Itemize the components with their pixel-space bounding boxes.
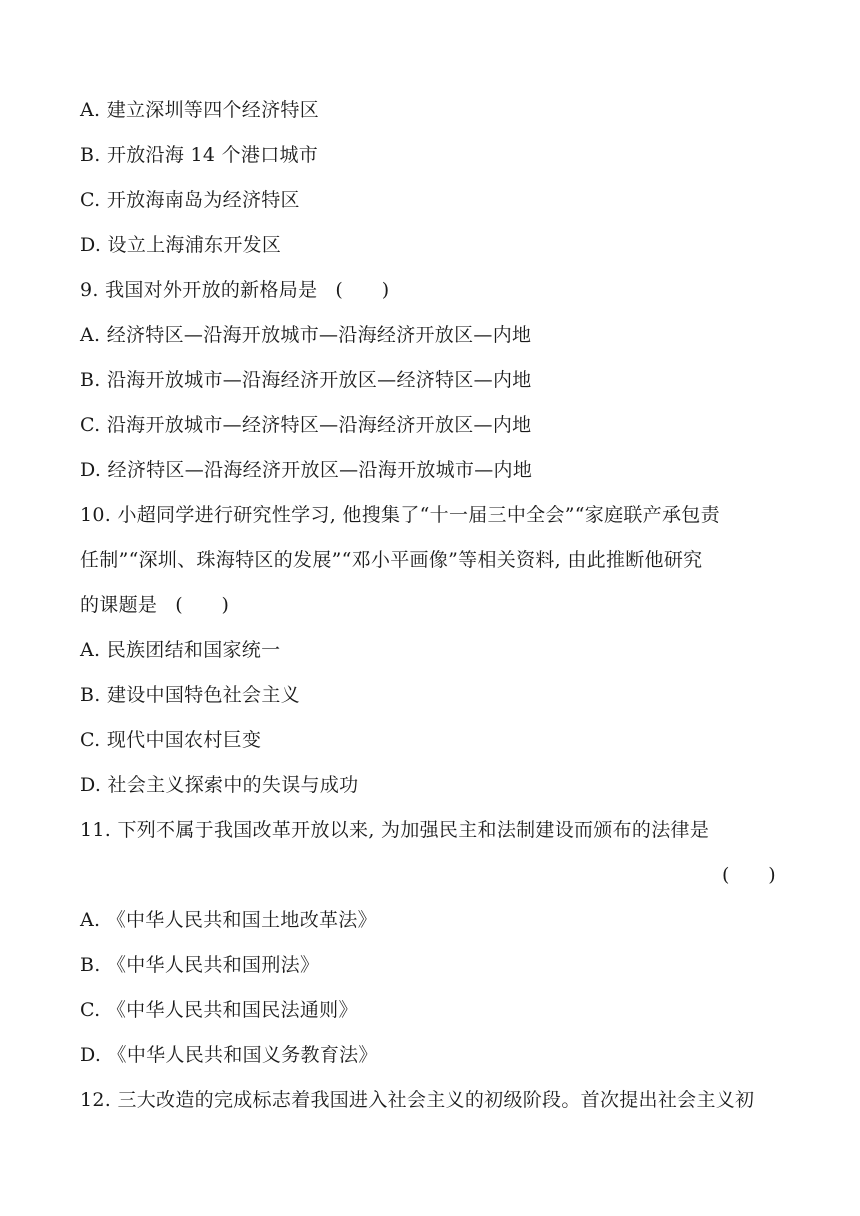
answer-bracket: ( ) <box>721 864 776 886</box>
question-10-stem-line-2: 任制”“深圳、珠海特区的发展”“邓小平画像”等相关资料, 由此推断他研究 <box>80 549 703 571</box>
option-c: C. 现代中国农村巨变 <box>80 729 262 751</box>
option-b: B. 《中华人民共和国刑法》 <box>80 954 320 976</box>
option-a: A. 民族团结和国家统一 <box>80 639 281 661</box>
question-9 <box>80 268 780 493</box>
option-c: C. 《中华人民共和国民法通则》 <box>80 999 358 1021</box>
question-9-text: 9. 我国对外开放的新格局是 <box>80 279 318 301</box>
question-11 <box>80 808 780 1078</box>
option-d: D. 设立上海浦东开发区 <box>80 234 282 256</box>
exam-page <box>80 88 780 1123</box>
option-d: D. 经济特区—沿海经济开放区—沿海开放城市—内地 <box>80 459 533 481</box>
question-10-text: 的课题是 <box>80 594 158 616</box>
option-b: B. 沿海开放城市—沿海经济开放区—经济特区—内地 <box>80 369 532 391</box>
option-b: B. 建设中国特色社会主义 <box>80 684 300 706</box>
question-12 <box>80 1078 780 1123</box>
answer-bracket: ( ) <box>335 279 390 301</box>
option-b: B. 开放沿海 14 个港口城市 <box>80 144 319 166</box>
option-d: D. 社会主义探索中的失误与成功 <box>80 774 359 796</box>
question-10 <box>80 493 780 808</box>
question-10-stem-line-1: 10. 小超同学进行研究性学习, 他搜集了“十一届三中全会”“家庭联产承包责 <box>80 504 720 526</box>
question-11-stem: 11. 下列不属于我国改革开放以来, 为加强民主和法制建设而颁布的法律是 <box>80 819 710 841</box>
answer-bracket: ( ) <box>175 594 230 616</box>
option-c: C. 沿海开放城市—经济特区—沿海经济开放区—内地 <box>80 414 532 436</box>
option-d: D. 《中华人民共和国义务教育法》 <box>80 1044 378 1066</box>
option-c: C. 开放海南岛为经济特区 <box>80 189 300 211</box>
question-10-stem-line-3 <box>80 583 780 628</box>
question-12-stem: 12. 三大改造的完成标志着我国进入社会主义的初级阶段。首次提出社会主义初 <box>80 1089 755 1111</box>
option-a: A. 《中华人民共和国土地改革法》 <box>80 909 377 931</box>
question-8-options <box>80 88 780 268</box>
question-9-stem <box>80 268 780 313</box>
option-a: A. 建立深圳等四个经济特区 <box>80 99 320 121</box>
option-a: A. 经济特区—沿海开放城市—沿海经济开放区—内地 <box>80 324 532 346</box>
